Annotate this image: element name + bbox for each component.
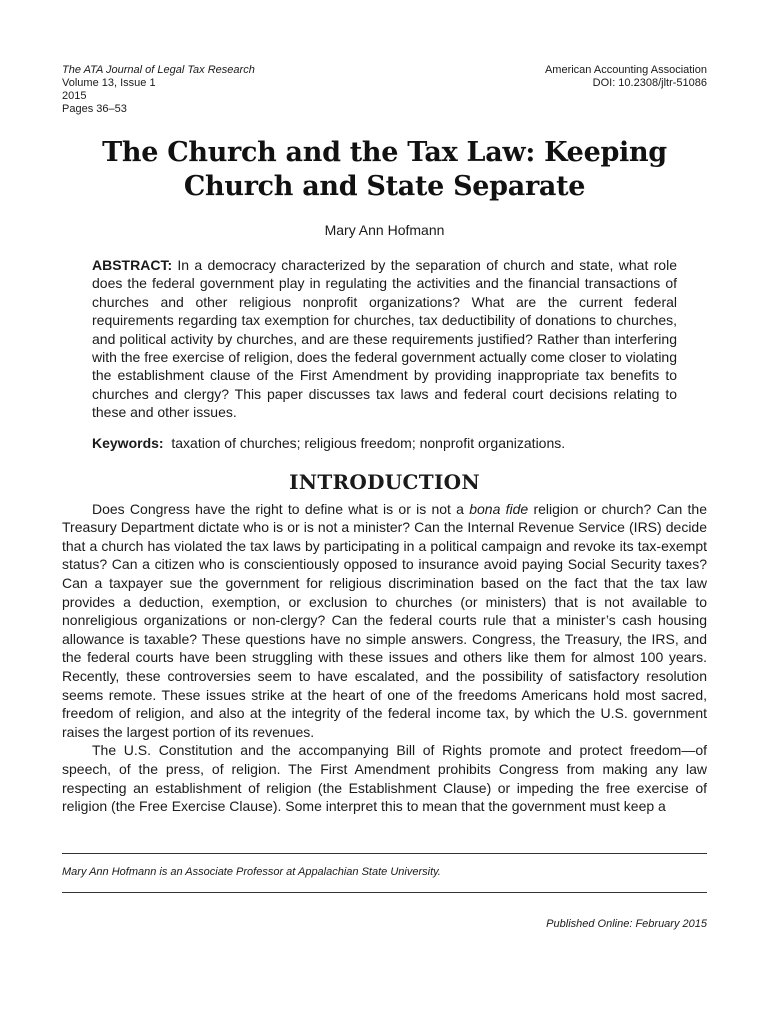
article-title	[62, 136, 707, 204]
journal-year: 2015	[62, 90, 87, 102]
paragraph-1-end: religion or church? Can the Treasury Department dictate who is or is not a minister? Can the Internal Revenue Service (IRS) decide that a church has violated the tax laws by participating in a political campaign and revoke its tax-exempt status? Can a citizen who is conscientiously opposed to insurance avoid paying Social Security taxes? Can a taxpayer sue the government for religious discrimination based on the fact that the tax law provides a deduction, exemption, or exclusion to churches (or ministers) that is not available to nonreligious organizations or non-clergy? Can the federal courts rule that a minister’s cash housing allowance is taxable? These questions have no simple answers. Congress, the Treasury, the IRS, and the federal courts have been struggling with these issues and others like them for almost 100 years. Recently, these controversies seem to have escalated, and the possibility of satisfactory resolution seems remote. These issues strike at the heart of one of the freedoms Americans hold most sacred, freedom of religion, and also at the integrity of the federal income tax, by which the U.S. government raises the largest portion of its revenues.	[62, 500, 707, 740]
published-date: Published Online: February 2015	[546, 918, 707, 930]
title-line-1: The Church and the Tax Law: Keeping	[102, 137, 667, 168]
section-heading-introduction: INTRODUCTION	[289, 469, 480, 494]
abstract-text: In a democracy characterized by the separation of church and state, what role does the federal government play in regulating the activities and the financial transactions of churches and other religious nonprofit organizations? What are the current federal requirements regarding tax exemption for churches, tax deductibility of donations to churches, and political activity by churches, and are these requirements justified? Rather than interfering with the free exercise of religion, does the federal government actually come closer to violating the establishment clause of the First Amendment by providing inappropriate tax benefits to churches and clergy? This paper discusses tax laws and federal court decisions relating to these and other issues.	[92, 257, 677, 421]
journal-header	[62, 64, 707, 116]
paragraph-2: The U.S. Constitution and the accompanying Bill of Rights promote and protect freedom—of speech, of the press, of religion. The First Amendment prohibits Congress from making any law respecting an establishment of religion (the Establishment Clause) or impeding the free exercise of religion (the Free Exercise Clause). Some interpret this to mean that the government must keep a	[62, 742, 707, 815]
title-line-2: Church and State Separate	[183, 171, 586, 202]
journal-pages: Pages 36–53	[62, 103, 127, 115]
journal-name: The ATA Journal of Legal Tax Research	[62, 64, 255, 76]
publisher-name: American Accounting Association	[544, 64, 707, 76]
keywords-label: Keywords:	[92, 434, 164, 451]
footnote-divider-top	[62, 853, 707, 854]
journal-volume: Volume 13, Issue 1	[62, 77, 156, 89]
paragraph-1-italic: bona fide	[469, 500, 529, 517]
article-page	[62, 64, 707, 816]
abstract	[62, 256, 707, 422]
keywords-text: taxation of churches; religious freedom; nonprofit organizations.	[163, 434, 566, 451]
footnote-divider-bottom	[62, 892, 707, 893]
author-footnote: Mary Ann Hofmann is an Associate Professor at Appalachian State University.	[62, 866, 441, 878]
doi: DOI: 10.2308/jltr-51086	[592, 77, 707, 89]
journal-info	[62, 64, 255, 116]
publisher-info	[545, 64, 707, 116]
paragraph-1-start: Does Congress have the right to define what is or is not a	[92, 500, 470, 517]
abstract-label: ABSTRACT:	[92, 257, 173, 273]
paragraph-1	[62, 500, 707, 742]
keywords	[62, 434, 707, 452]
introduction-body	[62, 500, 707, 816]
article-author: Mary Ann Hofmann	[324, 222, 445, 238]
